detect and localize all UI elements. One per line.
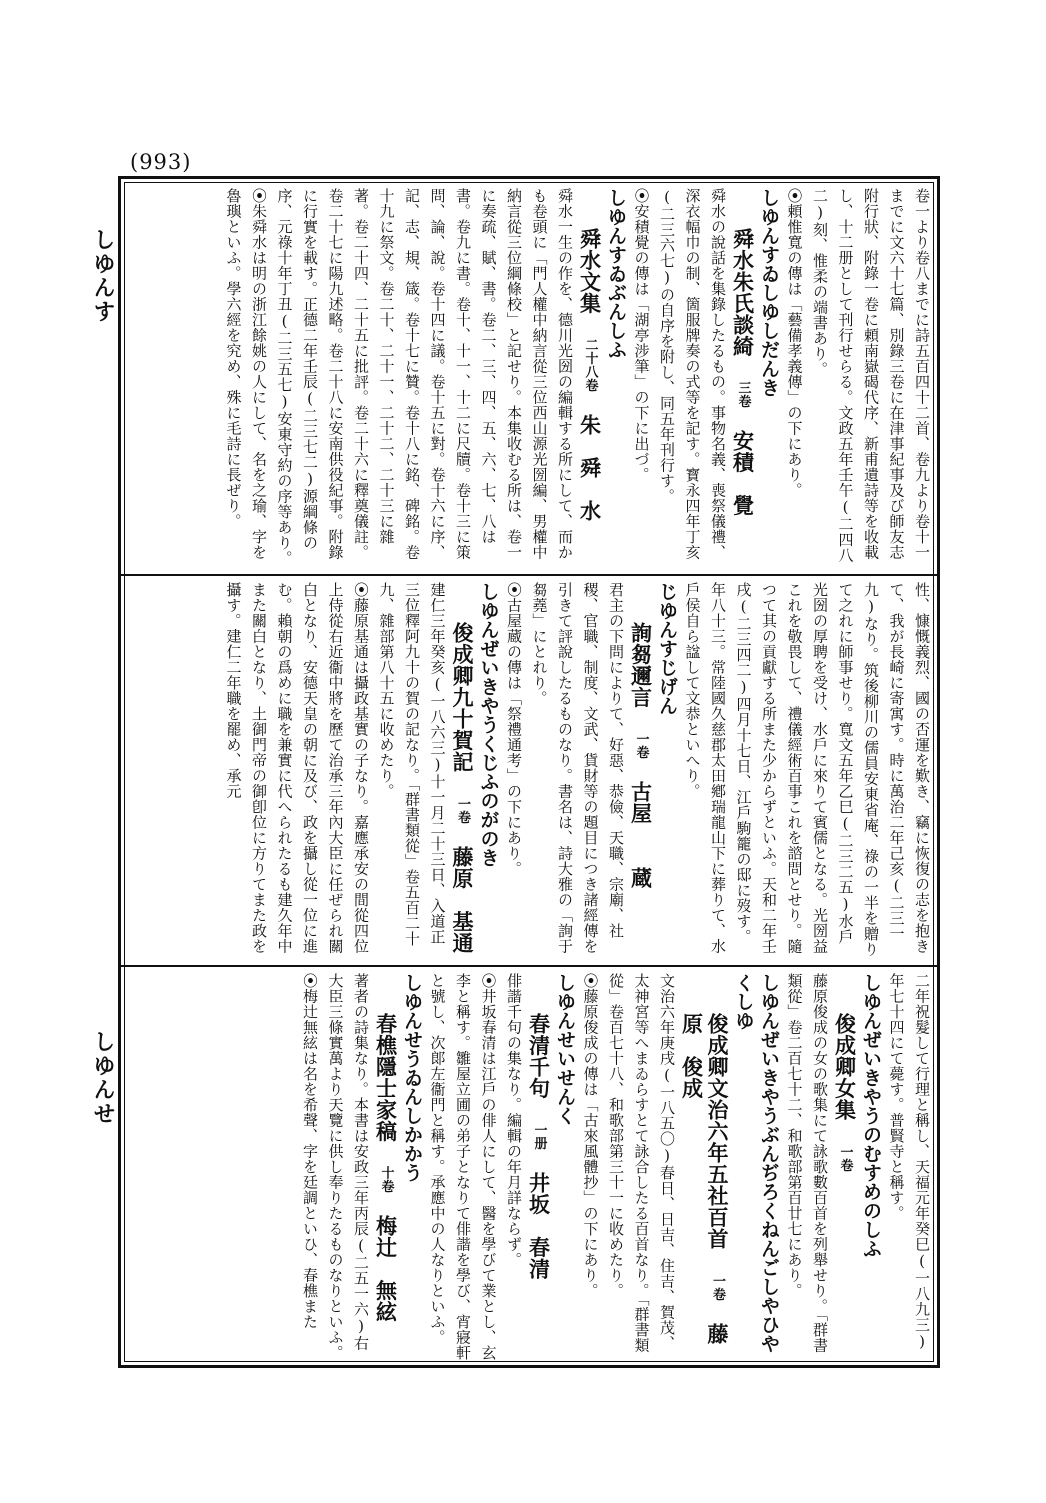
entry-headword: しゆんぜいきやうぶんぢろくねんごしやひやくしゆ (732, 973, 780, 1353)
author-name: 古屋 蔵 (628, 781, 654, 889)
volume-count: 一卷 (837, 1144, 853, 1172)
entry-title (628, 582, 654, 958)
author-name: 井坂 春清 (526, 1172, 552, 1280)
section-middle (128, 582, 934, 958)
book-title: 舜水文集 (577, 228, 603, 314)
author-name: 朱 舜 水 (577, 414, 603, 522)
entry-note: ⦿藤原俊成の傳は「古來風體抄」の下にあり。 (581, 973, 600, 1299)
entry-note: ⦿井坂春清は江戶の俳人にして、醫を學びて業とし、玄李と稱す。雛屋立圃の弟子となりて俳諧を學び、宵寢軒と號し、次郞左衞門と稱す。承應中の人なりといふ。 (428, 973, 498, 1361)
entry-title (730, 188, 756, 568)
section-divider (118, 574, 940, 576)
entry-text: 舜水一生の作を、德川光圀の編輯する所にして、而かも卷頭に「門人權中納言從三位西山源光圀編、男權中納言從三位綱條校」と記せり。本集收むる所は、卷一に奏疏、賦、書。卷二、三、四、五、六、七、八は書。卷九に書。卷十、十一、十二に尺牘。卷十三に策問、論、說。卷十四に議。卷十五に對。卷十六に序、記、志、規、箴。卷十七に贊。卷十八に銘、碑銘。卷十九に祭文。卷二十、二十一、二十二、二十三に雜著。卷二十四、二十五に批評。卷二十六に釋奠儀註。卷二十七に陽九述略。卷二十八に安南供役紀事。附錄に行實を載す。正德二年壬辰(二三七二)源綱條の序、元祿十年丁丑(二三五七)安東守約の序等あり。 (275, 188, 574, 566)
book-title: 春清千句 (526, 1013, 552, 1099)
volume-count: 三卷 (735, 381, 751, 408)
author-name: 藤原 俊成 (679, 1013, 730, 1344)
entry-note: ⦿藤原基通は攝政基實の子なり。嘉應承安の間從四位上侍從右近衞中將を歷て治承三年內大臣に任ぜられ關白となり、安德天皇の朝に及び、政を攝し從一位に進む。賴朝の爲めに職を兼實に代へられたるも建久年中また關白となり、土御門帝の御卽位に方りてまた政を攝す。建仁二年職を罷め、承元 (224, 582, 370, 954)
entry-title (526, 973, 552, 1361)
section-bottom (128, 973, 934, 1361)
author-name: 安積 覺 (730, 430, 756, 516)
entry-title (577, 188, 603, 568)
entry-text: 卷一より卷八までに詩五百四十二首、卷九より卷十一までに文六十七篇、別錄三卷に在津事紀事及び師友志附行狀、附錄一卷に頼南嶽碣代序、新甫遺詩等を收載し、十二册として刊行せらる。文政五年壬午(二四八二)刻、惟柔の端書あり。 (811, 188, 931, 563)
entry-headword: じゆんすじげん (656, 582, 678, 715)
entry-headword: しゆんせいせんく (554, 973, 576, 1125)
entry-note: ⦿頼惟寬の傳は「藝備孝義傳」の下にあり。 (785, 188, 804, 498)
entry-text: 二年祝髮して行理と稱し、天福元年癸巳(一八九三)年七十四にて薨す。普賢寺と稱す。 (887, 973, 931, 1351)
volume-count: 一卷 (710, 1273, 725, 1301)
book-title: 舜水朱氏談綺 (730, 228, 756, 357)
author-name (833, 1172, 858, 1194)
entry-headword: しゆんぜいきやうのむすめのしふ (860, 973, 882, 1258)
book-title: 詢芻邇言 (628, 622, 654, 708)
book-title: 春樵隱士家稿 (373, 1013, 399, 1142)
entry-text: 性、慷慨義烈、國の否運を歎き、竊に恢復の志を抱きて、我が長崎に寄寓す。時に萬治二年己亥(二三一九)なり。筑後柳川の儒員安東省庵、祿の一半を贈りて之れに師事せり。寬文五年乙巳(二三二五)水戶光圀の厚聘を受け、水戶に來りて賓儒となる。光圀益これを敬畏して、禮儀經術百事これを諮問とせり。隨つて其の貢獻する所また少からずといふ。天和二年壬戌(二三四二)四月十七日、江戶駒籠の邸に歿す。年八十三。常陸國久慈郡太田鄕瑞龍山下に葬りて、水戶侯自ら諡して文恭といへり。 (683, 582, 931, 957)
book-title: 俊成卿九十賀記 (450, 622, 475, 773)
page-number: (993) (130, 150, 192, 174)
entry-note: ⦿梅辻無絃は名を希聲、字を廷調といひ、春樵また (301, 973, 319, 1330)
entry-text: 著者の詩集なり。本書は安政三年丙辰(二五一六)右大臣三條實萬より天覽に供し奉りたるものなりといふ。 (326, 973, 370, 1361)
entry-headword: しゆんぜいきやうくじふのがのき (477, 582, 500, 867)
entry-note: ⦿安積覺の傳は「湖亭涉筆」の下に出づ。 (632, 188, 651, 483)
entry-text: 建仁三年癸亥(一八六三)十一月二十三日、入道正三位釋阿九十の賀の記なり。「群書類從」卷五百二十九、雜部第八十五に收めたり。 (377, 582, 447, 947)
volume-count: 一册 (531, 1123, 547, 1150)
section-top (128, 188, 934, 568)
section-divider (118, 965, 940, 967)
entry-headword: しゆんせうゐんしかかう (401, 973, 423, 1182)
volume-count: 一卷 (633, 732, 649, 759)
book-title: 俊成卿女集 (832, 1013, 858, 1121)
entry-text: 君主の下問によりて、好惡、恭儉、天職、宗廟、社稷、官職、制度、文武、貨財等の題目につき諸經傳を引きて評說したるものなり。書名は、詩大雅の「詢于芻蕘」にとれり。 (530, 582, 625, 954)
margin-label-top: しゆんす (90, 228, 116, 324)
volume-count: 二十八卷 (582, 338, 598, 392)
entry-note: ⦿古屋蔵の傳は「祭禮通考」の下にあり。 (505, 582, 523, 877)
entry-headword: しゆんすゐしゆしだんき (758, 188, 780, 397)
entry-text: 舜水の說話を集錄したるもの。事物名義、喪祭儀禮、深衣幅巾の制、箇服牌奏の式等を記す。寳永四年丁亥(二三六七)の自序を附し、同五年刊行す。 (658, 188, 727, 560)
entry-text: 藤原俊成の女の歌集にて詠歌數百首を列舉せり。「群書類從」卷二百七十二、和歌部第百廿七にあり。 (785, 973, 829, 1353)
author-name: 梅辻 無絃 (373, 1215, 399, 1323)
entry-title (679, 973, 730, 1361)
volume-count: 十卷 (378, 1166, 394, 1193)
entry-title (373, 973, 399, 1361)
entry-text: 文治六年庚戌(一八五〇)春日、日吉、住吉、賀茂、太神宮等へまゐらすとて詠合したる百首なり。「群書類從」卷百七十八、和歌部第三十一に收めたり。 (607, 973, 676, 1353)
author-name: 藤原 基通 (450, 845, 475, 953)
entry-title (832, 973, 858, 1361)
entry-note: ⦿朱舜水は明の浙江餘姚の人にして、名を之瑜、字を魯璵といふ。學六經を究め、殊に毛詩に長ぜり。 (224, 188, 268, 560)
entry-headword: しゆんすゐぶんしふ (605, 188, 627, 359)
volume-count: 一卷 (455, 796, 470, 824)
entry-title (450, 582, 476, 958)
margin-label-bottom: しゆんせ (90, 1030, 116, 1126)
entry-text: 俳諧千句の集なり。編輯の年月詳ならず。 (505, 973, 523, 1268)
book-title: 俊成卿文治六年五社百首 (705, 1013, 730, 1250)
